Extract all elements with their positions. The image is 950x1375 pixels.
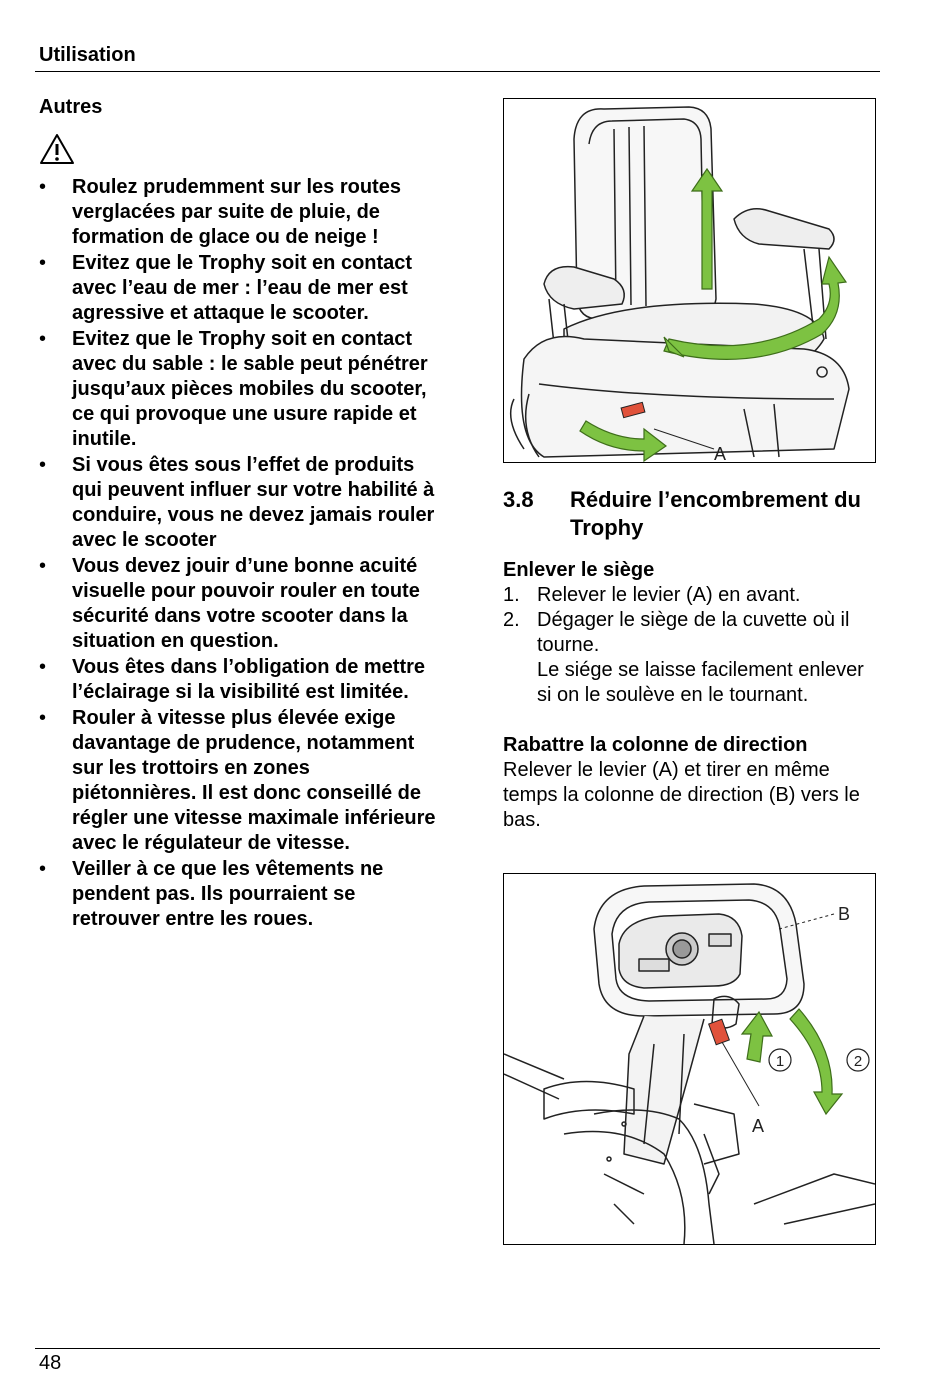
left-column: [39, 96, 439, 933]
section-reduce-size: [503, 486, 883, 833]
steering-column-illustration: [503, 873, 876, 1245]
list-item: • Vous devez jouir d’une bonne acuité visuelle pour pouvoir rouler en toute sécurité dans votre scooter dans la situation en question.: [39, 554, 439, 654]
list-item: • Evitez que le Trophy soit en contact avec l’eau de mer : l’eau de mer est agressive et attaque le scooter.: [39, 251, 439, 326]
section-title: [503, 486, 883, 542]
step-text: Dégager le siège de la cuvette où il tourne.: [537, 609, 850, 656]
remove-seat-note: Le siége se laisse facilement enlever si on le soulève en le tournant.: [537, 659, 864, 706]
remove-seat-steps: [503, 583, 883, 658]
list-item: • Vous êtes dans l’obligation de mettre l’éclairage si la visibilité est limitée.: [39, 655, 439, 705]
section-number: 3.8: [503, 487, 534, 512]
list-item: [503, 608, 883, 658]
step-text: Relever le levier (A) en avant.: [537, 584, 801, 606]
list-item: [503, 583, 883, 608]
page-number: 48: [39, 1352, 62, 1374]
seat-removal-illustration: [503, 98, 876, 463]
step-1-marker: 1: [775, 1053, 785, 1070]
step-number: 2.: [503, 609, 520, 631]
footer-divider: [35, 1348, 880, 1349]
section-title-text: Réduire l’encombrement du Trophy: [570, 487, 861, 540]
precautions-list: [39, 175, 439, 932]
others-heading: Autres: [39, 96, 103, 118]
remove-seat-heading: Enlever le siège: [503, 559, 655, 581]
header-divider: [35, 71, 880, 72]
list-item: • Evitez que le Trophy soit en contact avec du sable : le sable peut pénétrer jusqu’aux pièces mobiles du scooter, ce qui provoque une usure rapide et inutile.: [39, 327, 439, 452]
list-item: • Roulez prudemment sur les routes verglacées par suite de pluie, de formation de glace ou de neige !: [39, 175, 439, 250]
label-b: B: [838, 904, 851, 924]
fold-column-text: Relever le levier (A) et tirer en même temps la colonne de direction (B) vers le bas.: [503, 759, 860, 831]
list-item: • Rouler à vitesse plus élevée exige davantage de prudence, notamment sur les trottoirs en zones piétonnières. Il est donc conseillé de régler une vitesse maximale inférieure avec le régulateur de vitesse.: [39, 706, 439, 856]
label-a: A: [714, 444, 727, 462]
warning-icon: [39, 133, 75, 165]
page-header-title: Utilisation: [39, 44, 136, 66]
fold-column-heading: Rabattre la colonne de direction: [503, 734, 808, 756]
label-a: A: [752, 1116, 765, 1136]
list-item: • Veiller à ce que les vêtements ne pendent pas. Ils pourraient se retrouver entre les roues.: [39, 857, 439, 932]
step-number: 1.: [503, 584, 520, 606]
step-2-marker: 2: [853, 1053, 863, 1070]
list-item: • Si vous êtes sous l’effet de produits qui peuvent influer sur votre habilité à conduire, vous ne devez jamais rouler avec le scooter: [39, 453, 439, 553]
